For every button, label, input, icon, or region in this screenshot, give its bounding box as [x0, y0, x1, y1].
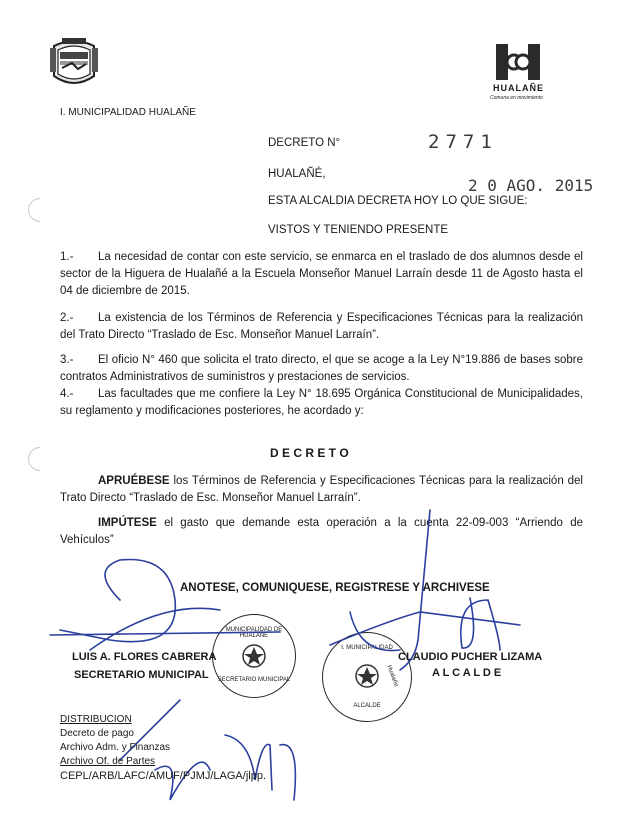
vistos-heading: VISTOS Y TENIENDO PRESENTE [268, 224, 449, 236]
closing-formula: ANOTESE, COMUNIQUESE, REGISTRESE Y ARCHIVESE [180, 582, 490, 594]
point-4 [60, 386, 583, 420]
mayor-seal-bottom-text: ALCALDE [353, 703, 381, 709]
secretary-name: LUIS A. FLORES CABRERA [72, 651, 217, 663]
point-3-text: El oficio N° 460 que solicita el trato directo, el que se acoge a la Ley N°19.886 de bases sobre contratos Administrativos de suministros y prestaciones de servicios. [60, 354, 583, 383]
decree-number-stamp: 2771 [428, 131, 498, 153]
decreto-heading: D E C R E T O [270, 446, 349, 460]
decree-number-label: DECRETO N° [268, 137, 341, 149]
punch-hole-bottom [23, 442, 57, 476]
mayor-title: A L C A L D E [432, 667, 502, 679]
distribution-item-1: Decreto de pago [60, 728, 134, 739]
secretary-seal-top-text: MUNICIPALIDAD DE HUALAÑE [225, 627, 283, 639]
point-1 [60, 249, 583, 300]
point-2 [60, 310, 583, 344]
distribution-item-3: Archivo Of. de Partes [60, 756, 156, 767]
point-2-text: La existencia de los Términos de Referencia y Especificaciones Técnicas para la realización del Trato Directo “Traslado de Esc. Monseñor Manuel Larraín”. [60, 312, 583, 341]
issuer-name: I. MUNICIPALIDAD HUALAÑE [60, 107, 196, 118]
resolution-approve [60, 473, 583, 507]
hualane-logo-icon [492, 42, 544, 82]
logo-word: HUALAÑE [493, 83, 544, 93]
point-1-text: La necesidad de contar con este servicio, se enmarca en el traslado de dos alumnos desde el sector de la Higuera de Hualañé a la Escuela Monseñor Manuel Larraín desde 11 de Agosto hasta el 04 de diciembre de 2015. [60, 251, 583, 297]
resolution-impute [60, 515, 583, 549]
resolution-approve-verb: APRUÉBESE [98, 475, 170, 487]
decree-intro: ESTA ALCALDIA DECRETA HOY LO QUE SIGUE: [268, 195, 528, 207]
date-stamp: 2 0 AGO. 2015 [468, 176, 594, 195]
mayor-seal-side-text: Hualañe [385, 664, 399, 688]
mayor-seal-top-text: I. MUNICIPALIDAD [341, 645, 393, 651]
mayor-seal [322, 632, 412, 722]
resolution-impute-text: el gasto que demande esta operación a la cuenta 22-09-003 “Arriendo de Vehículos” [60, 517, 583, 546]
secretary-seal-bottom-text: SECRETARIO MUNICIPAL [217, 677, 291, 683]
point-1-number: 1.- [60, 251, 74, 263]
secretary-title: SECRETARIO MUNICIPAL [74, 669, 209, 681]
logo-tagline: Comuna en movimiento [490, 95, 543, 101]
mayor-name: CLAUDIO PUCHER LIZAMA [398, 651, 543, 663]
distribution-initials: CEPL/ARB/LAFC/AMUF/PJMJ/LAGA/jlpp. [60, 770, 266, 782]
resolution-approve-text: los Términos de Referencia y Especificaciones Técnicas para la realización del Trato Directo “Traslado de Esc. Monseñor Manuel Larraín”. [60, 475, 583, 504]
municipal-coat-of-arms-icon [48, 36, 100, 88]
distribution-title: DISTRIBUCION [60, 714, 132, 725]
secretary-seal [212, 614, 296, 698]
point-3 [60, 352, 583, 386]
point-2-number: 2.- [60, 312, 74, 324]
point-4-text: Las facultades que me confiere la Ley N° 18.695 Orgánica Constitucional de Municipalidades, su reglamento y modificaciones posteriores, he acordado y: [60, 388, 583, 417]
coat-of-arms-icon [352, 661, 382, 691]
punch-hole-top [23, 193, 57, 227]
point-3-number: 3.- [60, 354, 74, 366]
place-label: HUALAÑÉ, [268, 168, 326, 180]
distribution-item-2: Archivo Adm. y Finanzas [60, 742, 171, 753]
coat-of-arms-icon [239, 641, 269, 671]
point-4-number: 4.- [60, 388, 74, 400]
resolution-impute-verb: IMPÚTESE [98, 517, 157, 529]
